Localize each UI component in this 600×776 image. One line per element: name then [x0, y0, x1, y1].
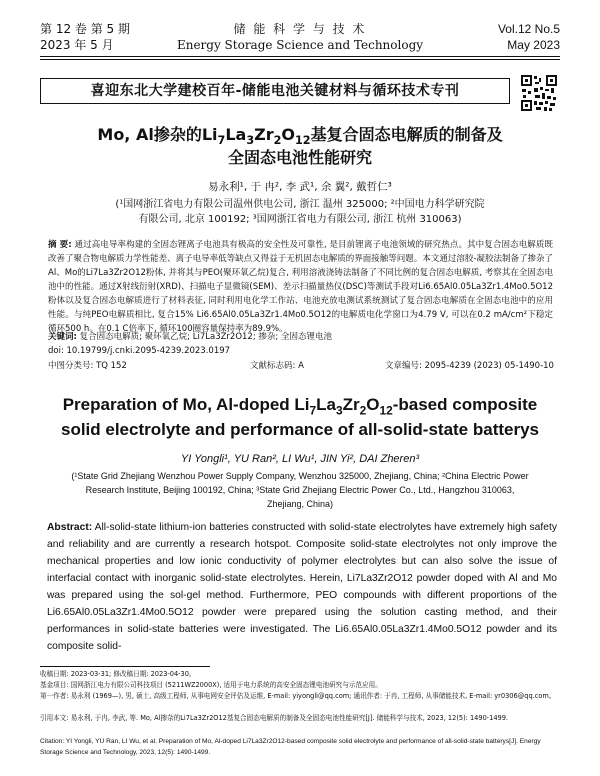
footnote-rule	[40, 666, 210, 667]
en-title-line-2: solid electrolyte and performance of all-solid-state batterys	[60, 420, 540, 439]
en-title-line-1: Preparation of Mo, Al-doped $Li_7La_3Zr_2O_{12}$-based composite	[62, 395, 538, 418]
header-rule	[40, 56, 560, 57]
journal-en: Energy Storage Science and Technology	[176, 38, 424, 52]
cn-affiliation-line-1: (¹国网浙江省电力有限公司温州供电公司, 浙江 温州 325000; ²中国电力科学研究院	[115, 199, 485, 210]
vol-en: Vol.12 No.5	[497, 22, 560, 36]
issue-cn: 第 12 卷 第 5 期	[40, 22, 130, 36]
date-cn: 2023 年 5 月	[40, 38, 114, 52]
footnote-received: 收稿日期: 2023-03-31; 修改稿日期: 2023-04-30。	[40, 670, 196, 678]
document-code: 文献标志码: A	[250, 361, 304, 371]
cn-affiliation-line-2: 有限公司, 北京 100192; ³国网浙江省电力有限公司, 浙江 杭州 310063)	[138, 214, 462, 225]
date-en: May 2023	[507, 38, 560, 52]
clc-number: 中图分类号: TQ 152	[48, 361, 127, 371]
cn-abstract: 摘 要: 通过高电导率构建的全固态锂离子电池具有极高的安全性及可靠性, 是目前锂离子电池领域的研究热点。其中复合固态电解质既改善了聚合物电解质力学性能差、离子电导率低等缺点又得益于无机固态电解质的界面接触等问题。本文通过溶胶-凝胶法制备了掺杂了Al、Mo的Li7La3Zr2O12粉体, 并将其与PEO(聚环氧乙烷)复合, 利用溶液浇铸法制备了不同比例的复合固态电解质, 考察其在全固态电池中的性能。通过X射线衍射(XRD)、扫描电子显微镜(SEM)、差示扫描量热仪(DSC)等测试手段对Li6.65Al0.05La3Zr1.4Mo0.5O12粉体以及复合固态电解质进行了材料表征, 同时利用电化学工作站、电池充放电测试系统测试了复合固态电解质在全固态电池中的应用性能。与纯PEO电解质相比, 复合15% Li6.65Al0.05La3Zr1.4Mo0.5O12的电解质电化学窗口为4.79 V, 可以在0.2 mA/cm²下稳定循环500 h。在0.1 C倍率下, 循环100圈容量保持率为89.9%。	[48, 240, 554, 334]
footnote-citation-en: Citation: YI Yongli, YU Ran, LI Wu, et al. Preparation of Mo, Al-doped Li7La3Zr2O12-based composite solid electrolyte and performance of all-solid-state batterys[J]. Energy Storage Science and Technology, 2023, 12(5): 1490-1499.	[40, 738, 541, 756]
cn-title-line-2: 全固态电池性能研究	[227, 148, 372, 167]
footnote-citation-cn: 引用本文: 易永利, 于冉, 李武, 等. Mo, Al掺杂的Li7La3Zr2O12基复合固态电解质的制备及全固态电池性能研究[J]. 储能科学与技术, 2023, 12(5): 1490-1499.	[40, 714, 509, 722]
doi[interactable]: doi: 10.19799/j.cnki.2095-4239.2023.0197	[48, 346, 231, 356]
header-rule-thin	[40, 59, 560, 60]
en-authors: YI Yongli¹, YU Ran², LI Wu¹, JIN Yi², DAI Zheren³	[180, 453, 420, 465]
cn-title-line-1: Mo, Al掺杂的$Li_7La_3Zr_2O_{12}$基复合固态电解质的制备及	[97, 125, 503, 148]
cn-authors: 易永利¹, 于 冉², 李 武¹, 余 翼², 戴哲仁³	[208, 181, 392, 193]
footnote-fund: 基金项目: 国网浙江电力有限公司科技项目 (5211WZ2000X), 适用于电力系统的高安全固态锂电池研究与示范应用。	[40, 681, 382, 689]
qr-code-icon[interactable]	[520, 74, 558, 112]
special-issue-banner: 喜迎东北大学建校百年-储能电池关键材料与循环技术专刊	[40, 78, 510, 104]
article-number: 文章编号: 2095-4239 (2023) 05-1490-10	[385, 361, 554, 371]
en-abstract: Abstract: All-solid-state lithium-ion batteries constructed with solid-state electrolytes have extremely high safety and reliability and are currently a research hotspot. Composite solid-state electrolytes not only improve the mechanical properties and low ionic conductivity of polymer electrolytes but can also solve the issue of interfacial contact with inorganic solid-state electrolytes. Herein, Li7La3Zr2O12 powder doped with Al and Mo was prepared using the sol-gel method. Furthermore, PEO compounds with different proportions of the Li6.65Al0.05La3Zr1.4Mo0.5O12 powder were prepared using the solution casting method, and their performances in solid-state batteries were investigated. The Li6.65Al0.05La3Zr1.4Mo0.5O12 powder and its composite solid-	[47, 522, 557, 652]
en-affiliation-line-1: (¹State Grid Zhejiang Wenzhou Power Supply Company, Wenzhou 325000, Zhejiang, China; ²China Electric Power	[71, 471, 529, 481]
journal-cn: 储 能 科 学 与 技 术	[233, 22, 367, 36]
en-affiliation-line-3: Zhejiang, China)	[266, 499, 334, 509]
en-affiliation-line-2: Research Institute, Beijing 100192, China; ³State Grid Zhejiang Electric Power Co., Ltd., Hangzhou 310063,	[85, 485, 515, 495]
footnote-first-author: 第一作者: 易永利 (1969—), 男, 硕士, 高级工程师, 从事电网安全评估及运维, E-mail: yiyongli@qq.com; 通讯作者: 于冉, 工程师, 从事储能技术, E-mail: yr0306@qq.com。	[40, 692, 556, 700]
cn-keywords: 关键词: 复合固态电解质; 聚环氧乙烷; Li7La3Zr2O12; 掺杂; 全固态锂电池	[48, 332, 332, 342]
